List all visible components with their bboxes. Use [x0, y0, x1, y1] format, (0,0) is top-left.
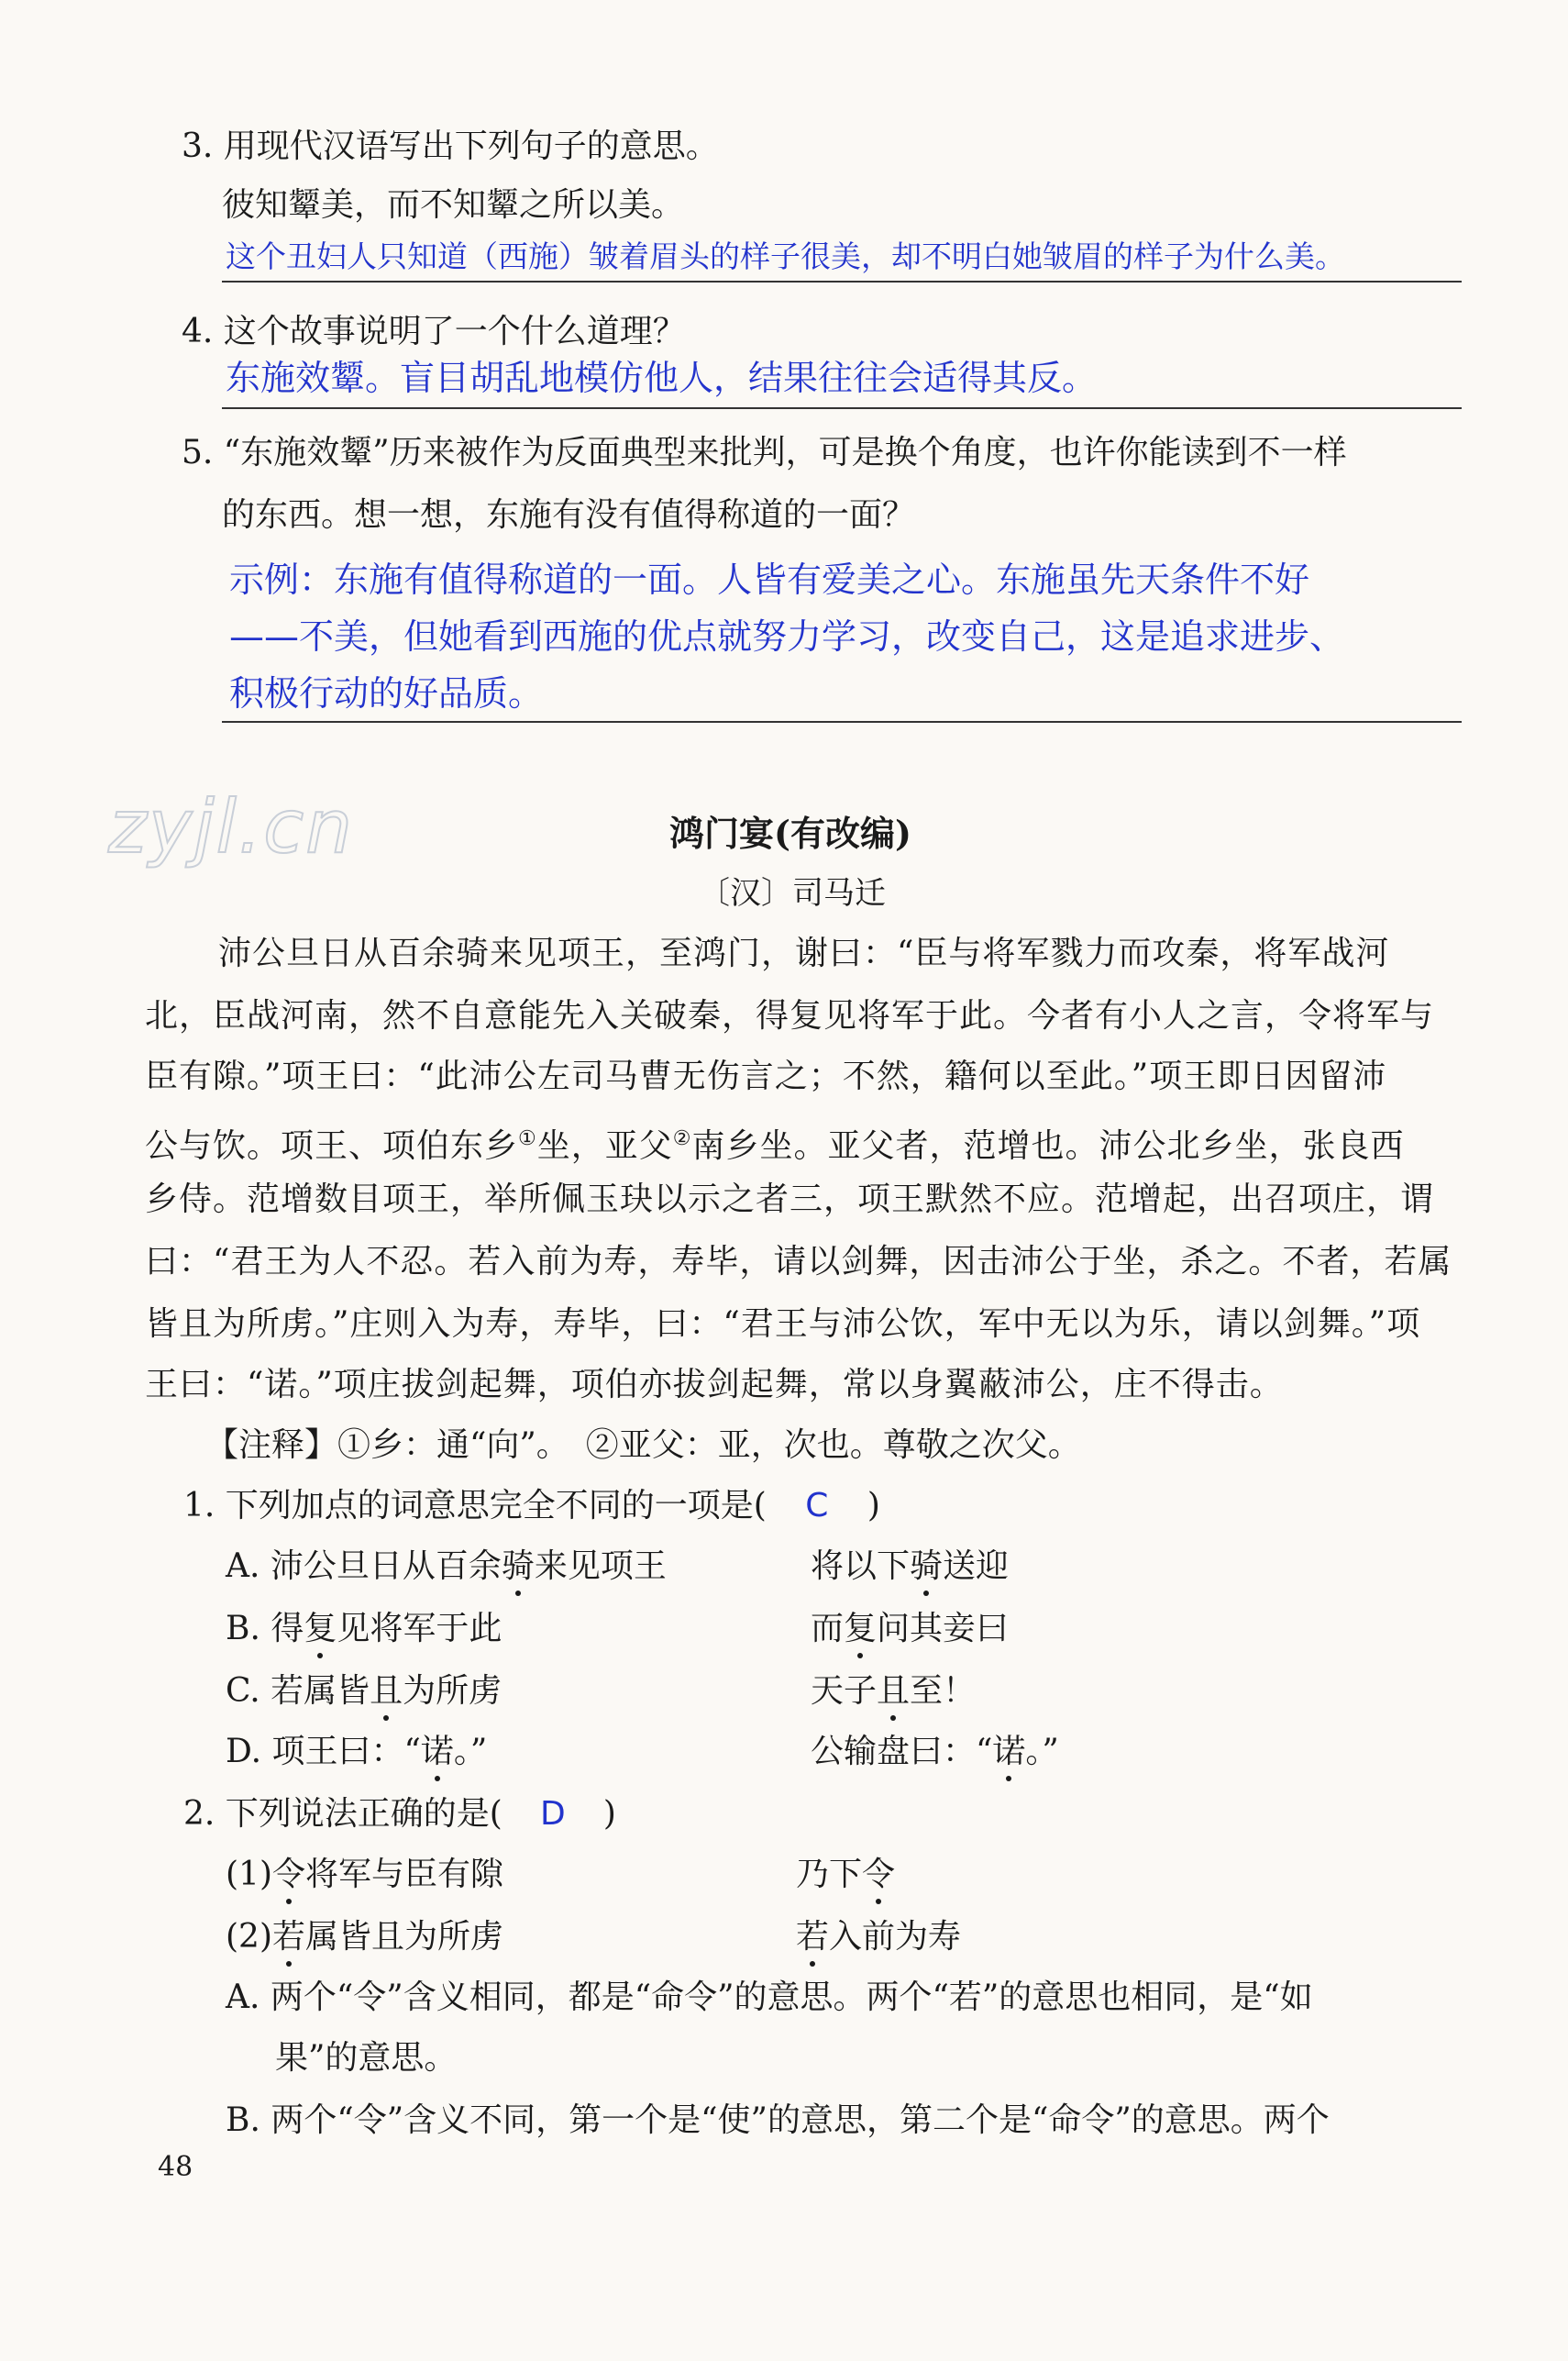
mc1-option-a-left: A. 沛公旦日从百余骑来见项王 [226, 1545, 667, 1589]
passage-line [145, 1117, 1405, 1169]
mc1-prompt: 1. 下列加点的词意思完全不同的一项是( [183, 1487, 767, 1524]
answer-rule [222, 407, 1462, 409]
passage-line: 乡侍。范增数目项王，举所佩玉玦以示之者三，项王默然不应。范增起，出召项庄，谓 [145, 1180, 1435, 1218]
mc1-close: ) [867, 1487, 880, 1524]
mc1-option-a-right: 将以下骑送迎 [811, 1545, 1009, 1589]
mc2-option-b-line1: B. 两个“令”含义不同，第一个是“使”的意思，第二个是“命令”的意思。两个 [226, 2101, 1330, 2139]
mc2-close: ) [602, 1795, 616, 1833]
q5-prompt-line2: 的东西。想一想，东施有没有值得称道的一面？ [222, 496, 916, 534]
page-number: 48 [158, 2151, 193, 2183]
mc1-option-b-right: 而复问其妾曰 [811, 1607, 1009, 1651]
answer-rule [222, 281, 1462, 283]
mc1-option-b-left: B. 得复见将军于此 [226, 1607, 502, 1651]
passage-author: 〔汉〕司马迁 [699, 875, 886, 912]
passage-line: 皆且为所虏。”庄则入为寿，寿毕，曰：“君王与沛公饮，军中无以为乐，请以剑舞。”项 [145, 1305, 1421, 1343]
mc1-answer: C [805, 1487, 829, 1524]
mc2-pair1-right: 乃下令 [796, 1853, 895, 1897]
mc2-pair2-left: (2)若属皆且为所虏 [226, 1915, 503, 1959]
q5-answer-line3: 积极行动的好品质。 [229, 673, 544, 714]
mc2-prompt: 2. 下列说法正确的是( [183, 1795, 502, 1833]
mc2-pair1-left: (1)令将军与臣有隙 [226, 1853, 503, 1897]
mc1-option-c-right: 天子且至！ [811, 1669, 976, 1713]
q5-prompt-line1: 5. “东施效颦”历来被作为反面典型来批判，可是换个角度，也许你能读到不一样 [182, 434, 1347, 471]
passage-line-part: 公与饮。项王、项伯东乡 [145, 1127, 519, 1165]
footnote-marker: ② [672, 1127, 692, 1150]
passage-notes: 【注释】①乡：通“向”。 ②亚父：亚，次也。尊敬之次父。 [205, 1426, 1081, 1464]
mc2-question [183, 1792, 616, 1836]
passage-line: 曰：“君王为人不忍。若入前为寿，寿毕，请以剑舞，因击沛公于坐，杀之。不者，若属 [145, 1243, 1452, 1280]
answer-rule [222, 721, 1462, 723]
passage-line: 王曰：“诺。”项庄拔剑起舞，项伯亦拔剑起舞，常以身翼蔽沛公，庄不得击。 [145, 1366, 1284, 1403]
mc2-option-a-line1: A. 两个“令”含义相同，都是“命令”的意思。两个“若”的意思也相同，是“如 [226, 1979, 1313, 2016]
mc1-option-d-right: 公输盘曰：“诺。” [811, 1730, 1059, 1774]
q3-prompt: 3. 用现代汉语写出下列句子的意思。 [182, 127, 719, 165]
q3-sentence: 彼知颦美，而不知颦之所以美。 [222, 186, 685, 224]
footnote-marker: ① [518, 1127, 537, 1150]
q4-prompt: 4. 这个故事说明了一个什么道理？ [182, 313, 686, 350]
q4-answer: 东施效颦。盲目胡乱地模仿他人，结果往往会适得其反。 [226, 358, 1098, 398]
passage-line: 臣有隙。”项王曰：“此沛公左司马曹无伤言之；不然，籍何以至此。”项王即日因留沛 [145, 1058, 1387, 1095]
q5-answer-line1: 示例：东施有值得称道的一面。人皆有爱美之心。东施虽先天条件不好 [229, 560, 1310, 600]
q3-answer: 这个丑妇人只知道（西施）皱着眉头的样子很美，却不明白她皱眉的样子为什么美。 [226, 238, 1345, 274]
watermark-logo: zyjl.cn [108, 784, 354, 870]
passage-line-part: 坐，亚父 [536, 1127, 673, 1165]
mc1-option-d-left: D. 项王曰：“诺。” [226, 1730, 487, 1774]
passage-line: 沛公旦日从百余骑来见项王，至鸿门，谢曰：“臣与将军戮力而攻秦，将军战河 [218, 935, 1390, 972]
mc1-option-c-left: C. 若属皆且为所虏 [226, 1669, 502, 1713]
q5-answer-line2: ——不美，但她看到西施的优点就努力学习，改变自己，这是追求进步、 [229, 616, 1345, 657]
passage-line-part: 南乡坐。亚父者，范增也。沛公北乡坐，张良西 [691, 1127, 1405, 1165]
mc2-option-a-line2: 果”的意思。 [275, 2039, 458, 2077]
mc2-pair2-right: 若入前为寿 [796, 1915, 961, 1959]
mc1-question [183, 1484, 880, 1528]
mc2-answer: D [539, 1795, 566, 1833]
passage-title: 鸿门宴(有改编) [669, 813, 911, 854]
passage-line: 北，臣战河南，然不自意能先入关破秦，得复见将军于此。今者有小人之言，令将军与 [145, 997, 1435, 1035]
